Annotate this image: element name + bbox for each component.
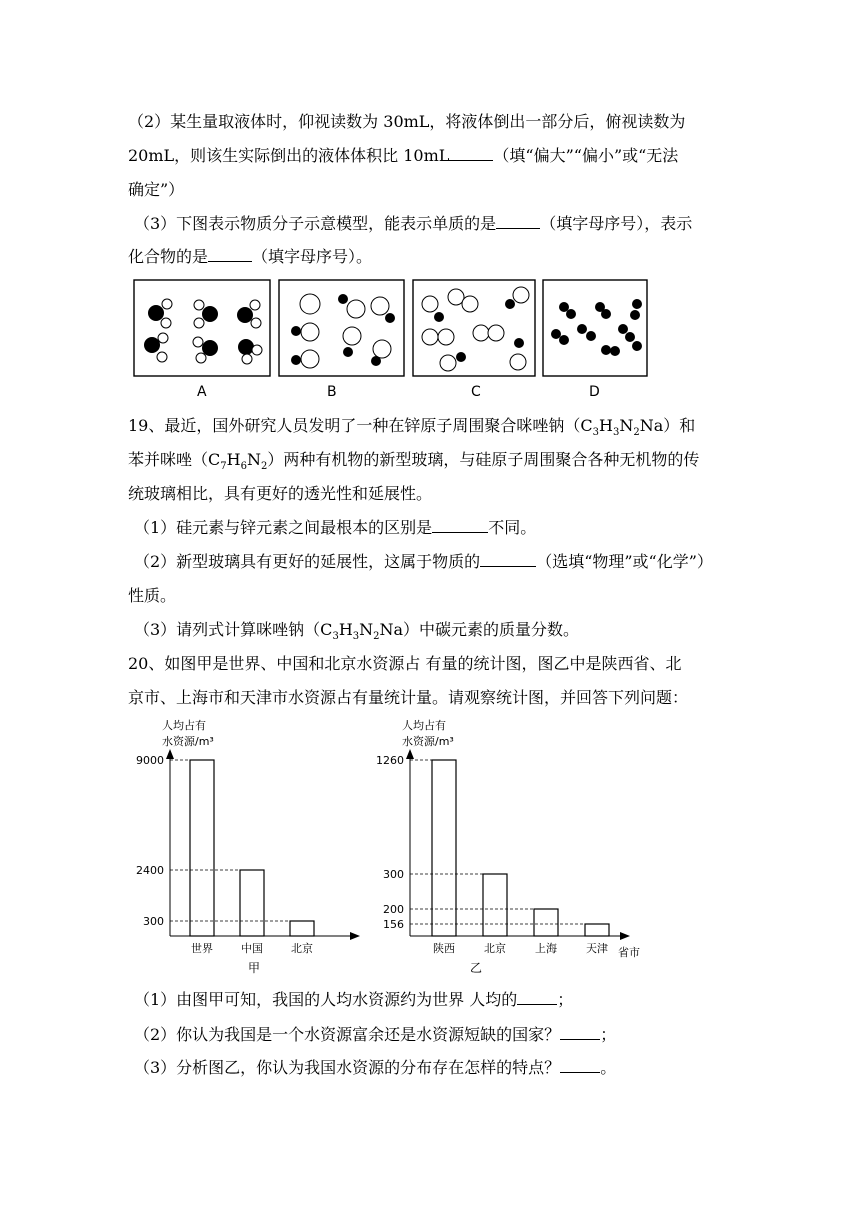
q19-line2: [128, 450, 700, 473]
q18-part3-text-b: （填字母序号），表示: [540, 214, 693, 233]
q19-line1: [128, 416, 696, 439]
y-axis-label: 水资源/m³: [162, 735, 214, 748]
q19-p1-b: 不同。: [488, 518, 537, 537]
q18-part3-text-a: （3）下图表示物质分子示意模型，能表示单质的是: [134, 214, 497, 233]
box-label-b: B: [327, 384, 337, 400]
answer-blank[interactable]: [480, 552, 536, 567]
q20-p3-b: 。: [600, 1058, 617, 1077]
box-label-d: D: [589, 384, 600, 400]
subscript: 3: [332, 631, 339, 643]
y-axis-arrow-icon: [406, 749, 414, 759]
bar: [190, 760, 214, 936]
q19-part3: [134, 620, 580, 643]
q19-l1-d: Na）和: [639, 416, 696, 435]
q20-line1: 20、如图甲是世界、中国和北京水资源占 有量的统计图，图乙中是陕西省、北: [128, 654, 682, 673]
tick-label: 156: [383, 918, 404, 931]
category-label: 北京: [484, 942, 506, 955]
q18-part2-line2: [128, 146, 678, 166]
tick-label: 9000: [136, 754, 164, 767]
q18-part2-line3: 确定”）: [128, 180, 185, 199]
q19-l2-c: N: [246, 450, 261, 469]
x-axis-label: 省市: [618, 946, 640, 959]
answer-blank[interactable]: [560, 1058, 600, 1073]
subscript: 3: [612, 427, 620, 439]
q20-part2: [134, 1025, 616, 1045]
category-label: 中国: [241, 942, 263, 955]
q20-p1-b: ；: [557, 990, 574, 1009]
q19-p3-d: Na）中碳元素的质量分数。: [379, 620, 580, 639]
q20-p2-b: ；: [600, 1025, 617, 1044]
bar: [483, 874, 507, 936]
tick-label: 200: [383, 903, 404, 916]
category-label: 世界: [191, 942, 213, 955]
tick-label: 300: [383, 868, 404, 881]
y-axis-label: 水资源/m³: [402, 735, 454, 748]
q19-l1-c: N: [619, 416, 634, 435]
subscript: 2: [260, 461, 268, 473]
box-label-c: C: [471, 384, 481, 400]
answer-blank[interactable]: [449, 146, 493, 161]
category-label: 天津: [586, 942, 608, 955]
q20-part1: [134, 990, 573, 1010]
q19-p2-a: （2）新型玻璃具有更好的延展性，这属于物质的: [134, 552, 481, 571]
category-label: 北京: [291, 942, 313, 955]
q19-p3-c: N: [359, 620, 374, 639]
q18-part3-text-d: （填字母序号）。: [252, 247, 373, 266]
subscript: 6: [240, 461, 247, 473]
chart-yi: [370, 715, 645, 980]
q18-part2-line1: （2）某生量取液体时，仰视读数为 30mL，将液体倒出一部分后，俯视读数为: [128, 112, 686, 131]
y-axis-label: 人均占有: [162, 719, 206, 732]
q19-l2-d: ）两种有机物的新型玻璃，与硅原子周围聚合各种无机物的传: [267, 450, 700, 469]
subscript: 3: [352, 631, 360, 643]
q19-p2-b: （选填“物理”或“化学”）: [536, 552, 713, 571]
q19-part2: [134, 552, 713, 572]
bar: [534, 909, 558, 936]
tick-label: 1260: [376, 754, 404, 767]
bar: [290, 921, 314, 936]
category-label: 上海: [535, 942, 557, 955]
chart-title: 甲: [247, 961, 261, 975]
q19-p3-a: （3）请列式计算咪唑钠（C: [134, 620, 333, 639]
y-axis-arrow-icon: [166, 749, 174, 759]
q19-l2-a: 苯并咪唑（C: [128, 450, 221, 469]
chart-jia: [130, 715, 370, 980]
bar: [432, 760, 456, 936]
q18-part2-text-a: 20mL，则该生实际倒出的液体体积比 10mL: [128, 146, 450, 165]
answer-blank[interactable]: [517, 990, 557, 1005]
molecule-box-d: [543, 280, 647, 376]
q18-part3-text-c: 化合物的是: [128, 247, 209, 266]
subscript: 3: [592, 427, 599, 439]
q20-p1-a: （1）由图甲可知，我国的人均水资源约为世界 人均的: [134, 990, 518, 1009]
q20-p2-a: （2）你认为我国是一个水资源富余还是水资源短缺的国家？: [134, 1025, 561, 1044]
q18-part3-line1: [134, 214, 692, 234]
q20-p3-a: （3）分析图乙，你认为我国水资源的分布存在怎样的特点？: [134, 1058, 561, 1077]
q18-part3-line2: [128, 247, 372, 267]
x-axis-arrow-icon: [350, 932, 360, 940]
q20-part3: [134, 1058, 616, 1078]
tick-label: 2400: [136, 864, 164, 877]
subscript: 2: [633, 427, 640, 439]
subscript: 2: [373, 631, 380, 643]
bar: [240, 870, 264, 936]
chart-title: 乙: [469, 961, 483, 975]
q19-l1-a: 19、最近，国外研究人员发明了一种在锌原子周围聚合咪唑钠（C: [128, 416, 593, 435]
q19-l2-b: H: [226, 450, 241, 469]
q19-part2-line2: 性质。: [128, 586, 177, 605]
answer-blank[interactable]: [560, 1025, 600, 1040]
y-axis-label: 人均占有: [402, 719, 446, 732]
bar: [585, 924, 609, 936]
q19-p3-b: H: [338, 620, 353, 639]
q19-l1-b: H: [598, 416, 613, 435]
box-label-a: A: [197, 384, 207, 400]
q18-part2-text-b: （填“偏大”“偏小”或“无法: [493, 146, 679, 165]
category-label: 陕西: [433, 942, 455, 955]
answer-blank[interactable]: [432, 518, 488, 533]
answer-blank[interactable]: [496, 214, 540, 229]
q19-p1-a: （1）硅元素与锌元素之间最根本的区别是: [134, 518, 433, 537]
tick-label: 300: [143, 915, 164, 928]
q20-line2: 京市、上海市和天津市水资源占有量统计量。请观察统计图，并回答下列问题：: [128, 688, 689, 707]
q19-line3: 统玻璃相比，具有更好的透光性和延展性。: [128, 484, 433, 503]
q19-part1: [134, 518, 536, 538]
answer-blank[interactable]: [208, 247, 252, 262]
subscript: 7: [220, 461, 227, 473]
x-axis-arrow-icon: [620, 932, 630, 940]
molecule-models-figure: [130, 276, 650, 404]
